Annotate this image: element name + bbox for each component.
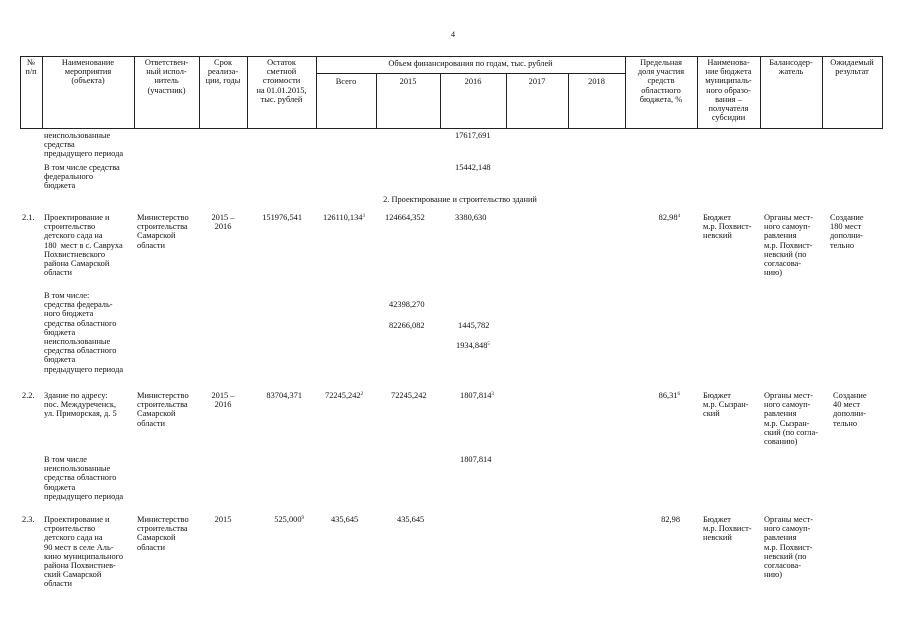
row-total: 435,645: [331, 515, 359, 524]
row-2015: 124664,352: [385, 213, 425, 222]
header-budget: Наименова- ние бюджета муниципаль- ного образо- вания – получателя субсидии: [705, 58, 752, 123]
row-fed-2015: 42398,270: [389, 300, 425, 309]
top-unused-2016: 17617,691: [455, 131, 491, 140]
total-footnote: 2: [360, 392, 364, 397]
row-rest: 151976,541: [262, 213, 302, 222]
total-footnote: 3: [362, 214, 365, 219]
row-name: Здание по адресу: пос. Междуреченск, ул. Приморская, д. 5: [44, 391, 117, 419]
row-num: 2.2.: [22, 391, 35, 400]
row-sub-label: В том числе: средства федераль- ного бюджета средства областного бюджета неиспользованные средства областного бюджета предыдущего периода: [44, 291, 124, 374]
row-rest: 83704,371: [266, 391, 302, 400]
row-budget: Бюджет м.р. Похвист- невский: [703, 213, 752, 241]
header-2017: 2017: [528, 77, 546, 86]
header-share: Предельная доля участия средств областного бюджета, %: [637, 58, 685, 104]
header-result: Ожидаемый результат: [830, 58, 874, 77]
row-holder: Органы мест- ного самоуп- равления м.р. Сызран- ский (по согла- сованию): [764, 391, 818, 447]
row-total: [325, 391, 363, 400]
row-2016: 3380,630: [455, 213, 487, 222]
row-sub-2016: 1807,814: [460, 455, 492, 464]
row-responsible: Министерство строительства Самарской области: [137, 515, 189, 552]
row-term: 2015: [214, 515, 232, 524]
row-unused-2016: [456, 341, 490, 350]
header-num: № п/п: [25, 58, 37, 77]
y2016-value: 1807,814: [460, 391, 492, 400]
row-holder: Органы мест- ного самоуп- равления м.р. Похвист- невский (по согласова- нию): [764, 213, 813, 278]
share-footnote: 6: [677, 392, 680, 397]
header-name: Наименование мероприятия (объекта): [61, 58, 115, 86]
row-num: 2.1.: [22, 213, 35, 222]
header-total: Всего: [335, 77, 357, 86]
row-2015: 72245,242: [391, 391, 427, 400]
page-number: 4: [451, 30, 455, 39]
row-result: Создание 40 мест дополни- тельно: [833, 391, 867, 428]
row-holder: Органы мест- ного самоуп- равления м.р. Похвист- невский (по согласова- нию): [764, 515, 813, 580]
col-line: [882, 56, 883, 128]
y2016-footnote: 3: [491, 392, 494, 397]
share-value: 86,31: [658, 391, 678, 400]
total-value: 72245,242: [325, 391, 361, 400]
header-financing: Объем финансирования по годам, тыс. рублей: [388, 59, 553, 68]
header-2018: 2018: [588, 77, 605, 86]
row-name: Проектирование и строительство детского сада на 180 мест в с. Савруха Похвистневского района Самарской области: [44, 213, 123, 278]
header-holder: Балансодер- жатель: [769, 58, 813, 77]
rest-footnote: 9: [301, 516, 304, 521]
row-name: Проектирование и строительство детского сада на 90 мест в селе Аль- кино муниципального района Похвистнев- ский Самарской области: [44, 515, 124, 589]
unused-footnote: 5: [487, 342, 490, 347]
row-obl-2015: 82266,082: [389, 321, 425, 330]
row-2016: [460, 391, 494, 400]
top-federal-label: В том числе средства федерального бюджета: [44, 163, 120, 191]
row-total: [323, 213, 365, 222]
row-num: 2.3.: [22, 515, 35, 524]
header-2016: 2016: [464, 77, 482, 86]
row-budget: Бюджет м.р. Похвист- невский: [703, 515, 752, 543]
header-top-line: [20, 56, 883, 57]
row-share: [628, 391, 680, 400]
row-share: 82,98: [661, 515, 680, 524]
header-rest: Остаток сметной стоимости на 01.01.2015, тыс. рублей: [256, 58, 307, 104]
row-2015: 435,645: [397, 515, 425, 524]
row-obl-2016: 1445,782: [458, 321, 490, 330]
row-share: [628, 213, 680, 222]
section-title: 2. Проектирование и строительство зданий: [383, 195, 537, 204]
header-responsible: Ответствен- ный испол- нитель (участник): [144, 58, 189, 95]
row-responsible: Министерство строительства Самарской области: [137, 391, 189, 428]
unused-value: 1934,848: [456, 341, 488, 350]
row-term: 2015 – 2016: [211, 391, 235, 410]
row-result: Создание 180 мест дополни- тельно: [830, 213, 864, 250]
total-value: 126110,134: [323, 213, 363, 222]
row-sub-label: В том числе неиспользованные средства областного бюджета предыдущего периода: [44, 455, 124, 501]
share-footnote: 4: [677, 214, 680, 219]
rest-value: 525,000: [274, 515, 302, 524]
row-term: 2015 – 2016: [211, 213, 235, 232]
share-value: 82,98: [658, 213, 678, 222]
header-bottom-line: [20, 128, 883, 129]
row-rest: [250, 515, 304, 524]
header-fin-line: [316, 73, 625, 74]
row-responsible: Министерство строительства Самарской области: [137, 213, 189, 250]
header-term: Срок реализа- ции, годы: [205, 58, 241, 86]
row-budget: Бюджет м.р. Сызран- ский: [703, 391, 749, 419]
top-unused-label: неиспользованные средства предыдущего периода: [44, 131, 124, 159]
top-federal-2016: 15442,148: [455, 163, 491, 172]
header-2015: 2015: [399, 77, 417, 86]
